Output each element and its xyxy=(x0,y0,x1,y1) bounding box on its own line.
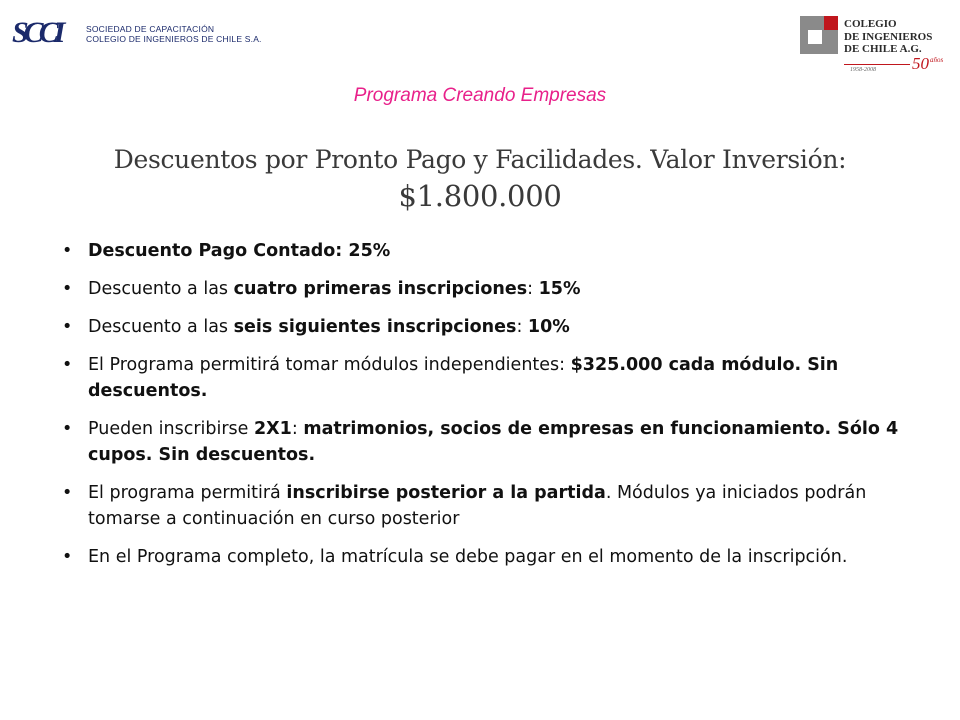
slide-title xyxy=(60,142,900,214)
scci-mark xyxy=(12,14,84,54)
scci-line-2: COLEGIO DE INGENIEROS DE CHILE S.A. xyxy=(86,34,262,44)
bullet-item xyxy=(62,352,922,404)
bullet-icon: • xyxy=(62,419,73,439)
bullet-icon: • xyxy=(62,355,73,375)
bullet-item xyxy=(62,480,922,532)
bullet-text: Descuento a las xyxy=(88,279,234,299)
slide-title-line-1: Descuentos por Pronto Pago y Facilidades. Valor Inversión: xyxy=(113,145,847,174)
bullet-bold: seis siguientes inscripciones xyxy=(233,317,517,337)
bullet-item xyxy=(62,276,922,302)
bullet-bold: matrimonios, socios de empresas en funcionamiento. Sólo 4 cupos. Sin descuentos. xyxy=(88,419,899,465)
program-name: Programa Creando Empresas xyxy=(353,85,607,106)
scci-logo-text xyxy=(86,24,262,44)
slide-title-line-2: $1.800.000 xyxy=(398,179,562,213)
bullet-item xyxy=(62,544,922,570)
bullet-text: El programa permitirá xyxy=(88,483,287,503)
bullet-icon: • xyxy=(62,317,73,337)
bullet-icon: • xyxy=(62,483,73,503)
bullet-text: : xyxy=(527,279,539,299)
bullet-icon: • xyxy=(62,241,73,261)
scci-line-1: SOCIEDAD DE CAPACITACIÓN xyxy=(86,24,215,34)
colegio-line-1: COLEGIO xyxy=(844,18,897,30)
bullet-bold: 2X1 xyxy=(254,419,292,439)
anniversary-number: 50 xyxy=(912,54,929,73)
scci-logo xyxy=(12,12,262,56)
bullet-item xyxy=(62,238,922,264)
bullet-text: Pueden inscribirse xyxy=(88,419,254,439)
bullet-item xyxy=(62,416,922,468)
bullet-text: : xyxy=(291,419,304,439)
colegio-square-icon xyxy=(800,16,838,54)
bullet-bold: Descuento Pago Contado: 25% xyxy=(88,241,391,261)
bullet-text: . Módulos ya iniciados podrán tomarse a continuación en curso posterior xyxy=(88,483,867,529)
colegio-logo-text xyxy=(844,18,932,56)
bullet-icon: • xyxy=(62,547,73,567)
bullet-bold: 10% xyxy=(527,317,570,337)
bullet-bold: 15% xyxy=(538,279,581,299)
bullet-text: : xyxy=(516,317,528,337)
bullet-list xyxy=(62,238,922,570)
anniversary-label: años xyxy=(930,56,944,64)
bullet-text: En el Programa completo, la matrícula se debe pagar en el momento de la inscripción. xyxy=(88,547,848,567)
bullet-bold: cuatro primeras inscripciones xyxy=(233,279,528,299)
anniversary-years: 1958-2008 xyxy=(850,67,876,73)
bullet-bold: $325.000 cada módulo. Sin descuentos. xyxy=(88,355,839,401)
bullet-text: Descuento a las xyxy=(88,317,234,337)
colegio-line-2: DE INGENIEROS xyxy=(844,30,933,43)
colegio-ingenieros-logo xyxy=(800,14,950,74)
colegio-line-3: DE CHILE A.G. xyxy=(844,43,922,55)
bullet-item xyxy=(62,314,922,340)
anniversary-mark xyxy=(844,54,950,74)
bullet-icon: • xyxy=(62,279,73,299)
bullet-bold: inscribirse posterior a la partida xyxy=(286,483,606,503)
bullet-text: El Programa permitirá tomar módulos independientes: xyxy=(88,355,571,375)
scci-mark-text: SCCI xyxy=(12,16,61,49)
